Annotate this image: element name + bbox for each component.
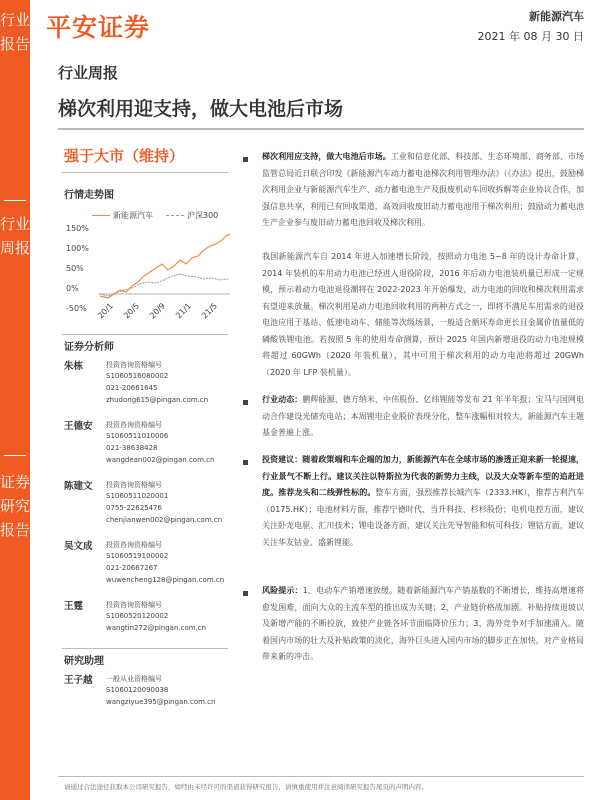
paragraph-body: 工业和信息化部、科技部、生态环境部、商务部、市场监管总局近日联合印发《新能源汽车动力蓄电池梯次利用管理办法》（《办法》提出，鼓励梯次利用企业与新能源汽车生产、动力蓄电池生产及报废机动车回收拆解等企业协议合作，加强信息共享，利用已有回收渠道，高效回收废旧动力蓄电池用于梯次利用；鼓励动力蓄电池生产企业参与废旧动力蓄电池回收及梯次利用。 [262, 152, 585, 227]
paragraph-industry-news [262, 392, 584, 442]
paragraph-lead: 行业动态： [262, 395, 303, 404]
sidebar-research-label: 证券研究报告 [0, 473, 31, 539]
paragraph-body: 1、电动车产销增速放缓。随着新能源汽车产销基数的不断增长，维持高增速将愈发困难，面向大众的主流车型的推出成为关键；2、产业链价格战加剧。补贴持续退坡以及新增产能的不断投放，致使产业链各环节面临降价压力；3、海外竞争对手加速涌入。随着国内市场的壮大及补贴政策的淡化，海外巨头进入国内市场的脚步正在加快，对产业格局带来新的冲击。 [262, 586, 585, 661]
analyst-detail: S1060520120002 [106, 612, 169, 620]
y-tick-label: 150% [66, 224, 89, 233]
analyst-email: chenjianwen002@pingan.com.cn [106, 516, 223, 524]
analyst-detail: S1060511010006 [106, 432, 169, 440]
y-tick-label: 50% [66, 264, 84, 273]
sidebar-weekly-label: 行业周报 [0, 215, 31, 257]
paragraph-investment-advice [262, 452, 584, 551]
bullet-icon [243, 591, 248, 596]
analyst-detail: 投资咨询资格编号 [106, 421, 162, 429]
analyst-detail: 0755-22625476 [106, 504, 162, 512]
analyst-detail: 021-20661645 [106, 384, 158, 392]
x-tick-label: 21/5 [200, 301, 220, 321]
report-title: 梯次利用迎支持，做大电池后市场 [58, 98, 344, 120]
assistant-name: 王子越 [64, 675, 93, 686]
legend-sector-label: 新能源汽车 [113, 211, 153, 220]
x-tick-label: 20/5 [122, 301, 142, 321]
analyst-email: wangdean002@pingan.com.cn [106, 456, 215, 464]
paragraph-emphasis: 随着政策端和车企端的加力，新能源汽车在全球市场的渗透正迎来新一轮提速，行业景气不断上行。建议关注以特斯拉为代表的新势力主线，以及大众等新车型的追赶进度。推荐龙头和二线弹性标的。 [262, 455, 585, 497]
footer-disclaimer: 请通过合法途径获取本公司研究报告，如经由未经许可的渠道获得研究报告，请慎重使用并注意阅读研究报告尾页的声明内容。 [64, 783, 428, 791]
paragraph-lead: 风险提示： [262, 586, 303, 595]
analyst-detail: 投资咨询资格编号 [106, 361, 162, 369]
assistant-email: wangziyue395@pingan.com.cn [106, 698, 216, 706]
sidebar-report-label: 行业报告 [0, 11, 31, 53]
analyst-email: wangtin272@pingan.com.cn [106, 624, 207, 632]
assistant-detail: S1060120090038 [106, 686, 169, 694]
analyst-email: zhudong615@pingan.com.cn [106, 396, 209, 404]
analyst-detail: 投资咨询资格编号 [106, 541, 162, 549]
analyst-email: wuwencheng128@pingan.com.cn [106, 576, 225, 584]
x-tick-label: 21/1 [174, 301, 194, 321]
header-divider [58, 128, 584, 130]
analyst-name: 王霆 [64, 601, 84, 612]
industry-rating: 强于大市（维持） [64, 147, 185, 165]
trend-chart [62, 210, 232, 330]
report-type: 行业周报 [58, 64, 119, 82]
section-divider [62, 334, 228, 335]
paragraph-body: 整车方面，强烈推荐长城汽车（2333.HK），推荐吉利汽车（0175.HK）；电池材料方面，推荐宁德时代、当升科技、杉杉股份；电机电控方面，建议关注卧龙电驱、汇川技术；锂电设备方面，建议关注先导智能和杭可科技；锂钴方面，建议关注华友钴业、盛新锂能。 [262, 488, 585, 547]
series-index-line [100, 274, 228, 296]
analyst-name: 朱栋 [64, 361, 84, 372]
analyst-name: 吴文成 [64, 541, 93, 552]
analyst-name: 王德安 [64, 421, 93, 432]
paragraph-body: 我国新能源汽车自 2014 年进入加速增长阶段，按照动力电池 5~8 年的设计寿命计算，2014 年装机的车用动力电池已经进入退役阶段，2016 年后动力电池装机量已形成一定规模，预示着动力电池退役潮将在 2022-2023 年开始爆发，动力电池的回收和梯次利用需求有望迎来放量。梯次利用是动力电池回收利用的两种方式之一，即将不满足车用需求的退役电池应用于基站、低速电动车、储能等次级场景，一般适合循环寿命更长且金属价值量低的磷酸铁锂电池。若按照 5 年的使用寿命测算，预计 2025 年国内新增退役的动力电池规模将超过 60GWh（2020 年装机量），其中可用于梯次利用的动力电池将超过 20GWh（2020 年 LFP 装机量）。 [262, 252, 584, 377]
sector-name: 新能源汽车 [529, 10, 584, 23]
analyst-detail: S1060519100002 [106, 552, 169, 560]
analyst-detail: S1060511020001 [106, 492, 169, 500]
analysts-heading: 证券分析师 [64, 342, 114, 353]
assistant-detail: 一般从业资格编号 [106, 675, 162, 683]
analyst-detail: 投资咨询资格编号 [106, 481, 162, 489]
legend-index-label: 沪深300 [187, 211, 219, 220]
y-tick-label: -50% [66, 304, 87, 313]
paragraph-ladder-utilization [262, 149, 584, 232]
analyst-name: 陈建文 [64, 481, 93, 492]
paragraph-retirement-wave [262, 249, 584, 381]
paragraph-lead: 梯次利用应支持，做大电池后市场。 [262, 152, 391, 161]
section-divider [62, 648, 228, 649]
x-tick-label: 20/1 [96, 301, 116, 321]
side-band [0, 0, 30, 800]
footer-divider [58, 776, 584, 777]
paragraph-lead: 投资建议： [262, 455, 303, 464]
assistant-heading: 研究助理 [64, 656, 104, 667]
bullet-icon [243, 460, 248, 465]
series-sector-line [100, 234, 230, 298]
bullet-icon [243, 157, 248, 162]
y-tick-label: 100% [66, 244, 89, 253]
y-tick-label: 0% [66, 284, 79, 293]
analyst-detail: 021-38638428 [106, 444, 158, 452]
x-tick-label: 20/9 [148, 301, 168, 321]
sidebar-divider [4, 200, 26, 201]
trend-heading: 行情走势图 [64, 190, 114, 201]
paragraph-body: 鹏辉能源、德方纳米、中伟股份、亿纬锂能等发布 21 年半年报；宝马与国网电动合作建设光储充电站；本周锂电企业股价表现分化，整车涨幅相对较大，新能源汽车主题基金普遍上涨。 [262, 395, 585, 437]
analyst-detail: 投资咨询资格编号 [106, 601, 162, 609]
bullet-icon [243, 400, 248, 405]
paragraph-risk-warning [262, 583, 584, 666]
sidebar-divider [4, 455, 26, 456]
analyst-detail: 021-20667267 [106, 564, 158, 572]
rating-divider [62, 172, 228, 173]
company-logo: 平安证券 [46, 13, 151, 42]
report-date: 2021 年 08 月 30 日 [477, 30, 584, 43]
analyst-detail: S1060516080002 [106, 372, 169, 380]
